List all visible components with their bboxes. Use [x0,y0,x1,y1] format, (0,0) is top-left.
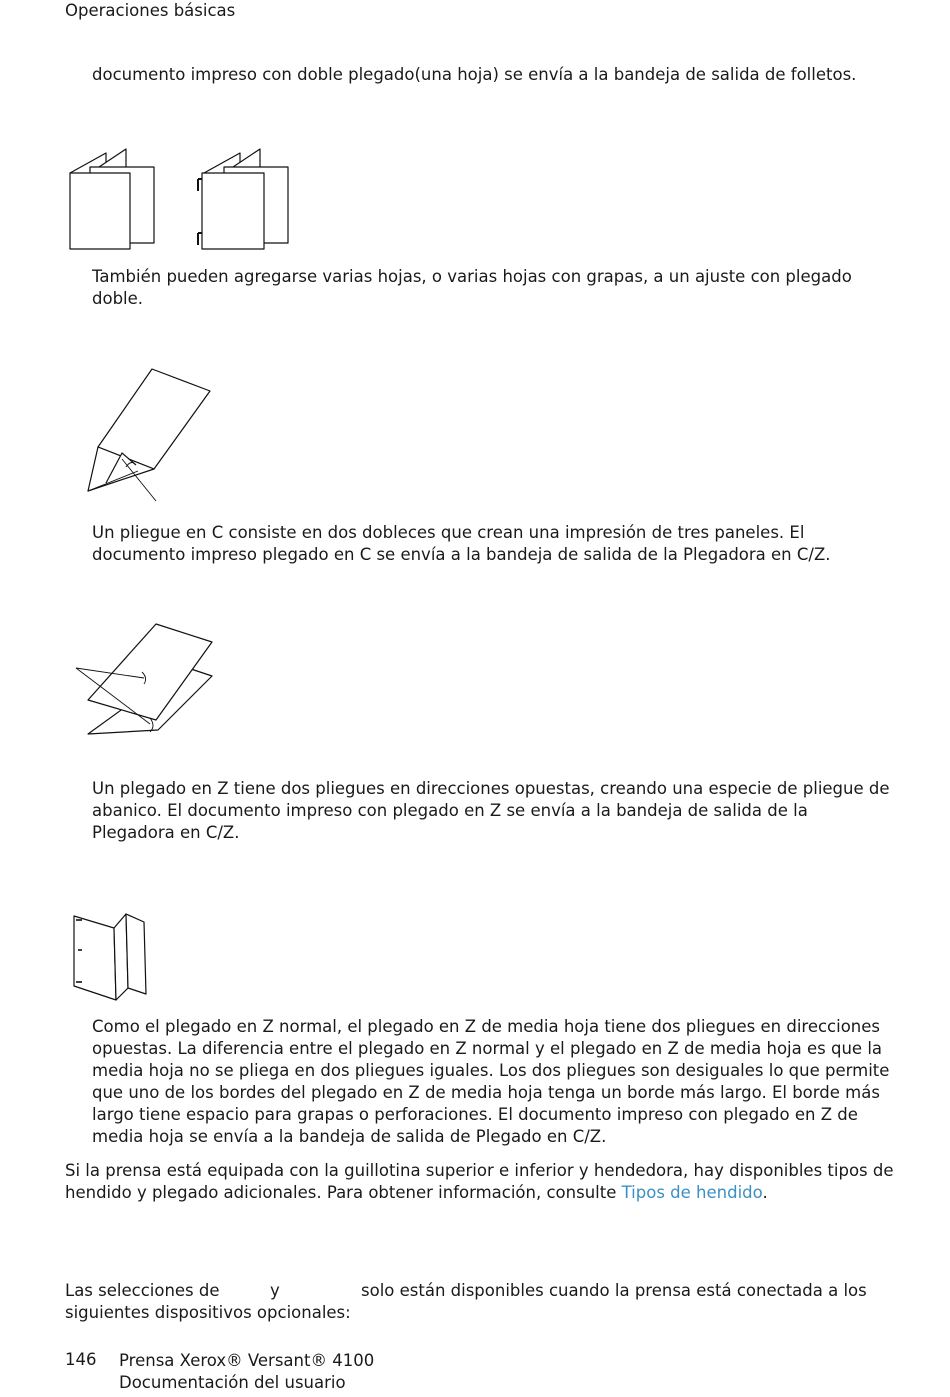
bifold-illustration [68,145,298,253]
running-header: Operaciones básicas [65,1,236,20]
paragraph-selections-part-a: Las selecciones de [65,1281,220,1300]
paragraph-trimmer-creaser [65,1160,895,1204]
paragraph-selections-part-b: y [270,1281,280,1300]
z-fold-illustration [74,622,216,760]
footer-doc: Documentación del usuario [119,1373,346,1392]
paragraph-selections-part-d: siguientes dispositivos opcionales: [65,1303,351,1322]
footer-product: Prensa Xerox® Versant® 4100 [119,1351,375,1370]
trimmer-text-end: . [762,1183,768,1202]
paragraph-multi-sheet: También pueden agregarse varias hojas, o varias hojas con grapas, a un ajuste con plegado doble. [92,267,852,308]
paragraph-bifold-output: documento impreso con doble plegado(una hoja) se envía a la bandeja de salida de folletos. [92,65,857,84]
crease-types-link[interactable]: Tipos de hendido [621,1183,763,1202]
c-fold-illustration [86,367,216,503]
half-sheet-z-fold-illustration [70,910,150,1004]
paragraph-z-fold: Un plegado en Z tiene dos pliegues en direcciones opuestas, creando una especie de pliegue de abanico. El documento impreso con plegado en Z se envía a la bandeja de salida de la Plegadora en C/Z. [92,779,890,842]
paragraph-c-fold: Un pliegue en C consiste en dos dobleces que crean una impresión de tres paneles. El documento impreso plegado en C se envía a la bandeja de salida de la Plegadora en C/Z. [92,523,831,564]
trimmer-text: Si la prensa está equipada con la guillotina superior e inferior y hendedora, hay disponibles tipos de hendido y plegado adicionales. Para obtener información, consulte [65,1161,894,1202]
page-number: 146 [65,1350,97,1369]
paragraph-selections-part-c: solo están disponibles cuando la prensa está conectada a los [361,1281,867,1300]
paragraph-half-sheet-z-fold: Como el plegado en Z normal, el plegado en Z de media hoja tiene dos pliegues en direcciones opuestas. La diferencia entre el plegado en Z normal y el plegado en Z de media hoja es que la media hoja no se pliega en dos pliegues iguales. Los dos pliegues son desiguales lo que permite que uno de los bordes del plegado en Z de media hoja tenga un borde más largo. El borde más largo tiene espacio para grapas o perforaciones. El documento impreso con plegado en Z de media hoja se envía a la bandeja de salida de Plegado en C/Z. [92,1017,890,1146]
